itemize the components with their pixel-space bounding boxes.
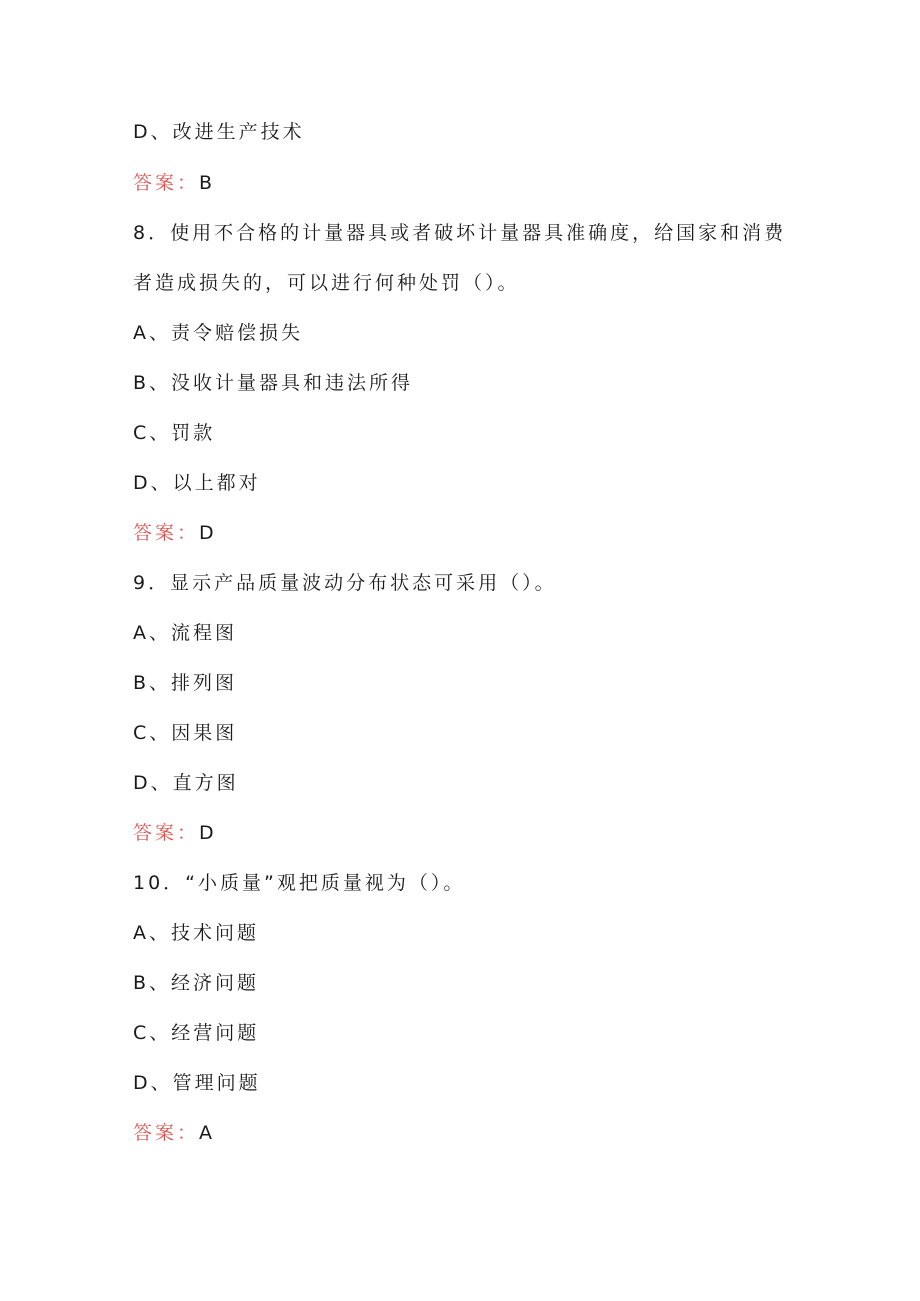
q10-option-d: D、管理问题 xyxy=(133,1072,261,1094)
q8-option-a: A、责令赔偿损失 xyxy=(133,322,303,344)
q9-option-b: B、排列图 xyxy=(133,672,238,694)
answer-value: D xyxy=(199,822,217,844)
q10-answer xyxy=(133,1121,215,1145)
q8-answer xyxy=(133,521,217,545)
q8-stem-line2: 者造成损失的，可以进行何种处罚（）。 xyxy=(133,272,520,294)
answer-value: D xyxy=(199,522,217,544)
q8-option-d: D、以上都对 xyxy=(133,472,261,494)
q9-option-a: A、流程图 xyxy=(133,622,237,644)
answer-label: 答案： xyxy=(133,822,200,844)
answer-label: 答案： xyxy=(133,522,200,544)
q9-stem: 9．显示产品质量波动分布状态可采用（）。 xyxy=(133,572,557,594)
q10-stem: 10．“小质量”观把质量视为（）。 xyxy=(133,872,466,894)
q10-option-c: C、经营问题 xyxy=(133,1022,260,1044)
q9-option-c: C、因果图 xyxy=(133,722,238,744)
q8-stem-line1: 8．使用不合格的计量器具或者破坏计量器具准确度，给国家和消费 xyxy=(133,222,787,244)
q9-option-d: D、直方图 xyxy=(133,772,239,794)
answer-value: A xyxy=(199,1122,216,1144)
q7-option-d: D、改进生产技术 xyxy=(133,121,305,143)
answer-value: B xyxy=(199,172,216,194)
q10-option-a: A、技术问题 xyxy=(133,922,259,944)
q8-option-b: B、没收计量器具和违法所得 xyxy=(133,372,414,394)
answer-label: 答案： xyxy=(133,1122,200,1144)
q10-option-b: B、经济问题 xyxy=(133,972,260,994)
q7-answer xyxy=(133,171,215,195)
q9-answer xyxy=(133,821,217,845)
q8-option-c: C、罚款 xyxy=(133,422,216,444)
answer-label: 答案： xyxy=(133,172,200,194)
